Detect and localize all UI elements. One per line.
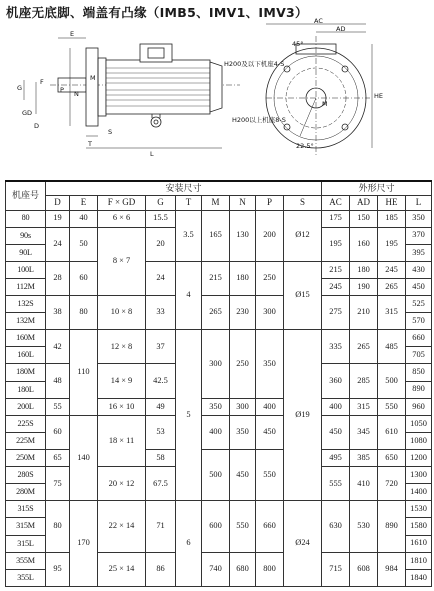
cell-G: 42.5 (146, 364, 176, 398)
cell-T: 4 (176, 261, 202, 329)
dim-F: F (40, 78, 44, 86)
cell-L: 395 (406, 244, 432, 261)
cell-AD: 410 (350, 467, 378, 501)
cell-AC: 195 (322, 227, 350, 261)
cell-P: 350 (256, 330, 284, 398)
cell-FGD: 8 × 7 (98, 227, 146, 295)
cell-G: 15.5 (146, 210, 176, 227)
side-view (24, 38, 240, 148)
cell-P: 400 (256, 398, 284, 415)
cell-model: 160L (6, 347, 46, 364)
cell-AC: 360 (322, 364, 350, 398)
cell-P: 250 (256, 261, 284, 295)
cell-L: 850 (406, 364, 432, 381)
cell-M: 400 (202, 415, 230, 449)
cell-D: 48 (46, 364, 70, 398)
cell-D: 80 (46, 501, 70, 552)
cell-HE: 610 (378, 415, 406, 449)
cell-model: 80 (6, 210, 46, 227)
cell-AC: 335 (322, 330, 350, 364)
cell-D: 75 (46, 467, 70, 501)
dimensions-table-wrap (5, 180, 431, 587)
col-E: E (70, 195, 98, 210)
cell-AD: 530 (350, 501, 378, 552)
cell-L: 705 (406, 347, 432, 364)
col-G: G (146, 195, 176, 210)
cell-N: 450 (230, 450, 256, 501)
cell-L: 890 (406, 381, 432, 398)
cell-D: 60 (46, 415, 70, 449)
page-title: 机座无底脚、端盖有凸缘（IMB5、IMV1、IMV3） (6, 5, 308, 20)
cell-E: 110 (70, 330, 98, 416)
cell-HE: 720 (378, 467, 406, 501)
cell-HE: 890 (378, 501, 406, 552)
cell-E: 50 (70, 227, 98, 261)
cell-model: 200L (6, 398, 46, 415)
cell-AC: 400 (322, 398, 350, 415)
cell-AC: 450 (322, 415, 350, 449)
cell-M: 300 (202, 330, 230, 398)
dim-AD: AD (336, 25, 346, 33)
cell-model: 90L (6, 244, 46, 261)
cell-HE: 265 (378, 278, 406, 295)
cell-L: 525 (406, 296, 432, 313)
cell-model: 180L (6, 381, 46, 398)
dim-M: M (90, 74, 96, 82)
cell-AD: 210 (350, 296, 378, 330)
cell-D: 55 (46, 398, 70, 415)
cell-D: 95 (46, 552, 70, 586)
cell-N: 350 (230, 415, 256, 449)
cell-N: 550 (230, 501, 256, 552)
cell-N: 680 (230, 552, 256, 586)
cell-D: 65 (46, 450, 70, 467)
cell-AD: 265 (350, 330, 378, 364)
cell-M: 740 (202, 552, 230, 586)
angle-22-5: 22.5° (296, 142, 314, 150)
cell-model: 250M (6, 450, 46, 467)
dim-N: N (74, 90, 79, 98)
cell-M: 165 (202, 210, 230, 261)
cell-L: 430 (406, 261, 432, 278)
cell-L: 1080 (406, 432, 432, 449)
col-N: N (230, 195, 256, 210)
cell-L: 1300 (406, 467, 432, 484)
dim-L: L (150, 150, 154, 158)
cell-AC: 275 (322, 296, 350, 330)
cell-AD: 315 (350, 398, 378, 415)
cell-L: 450 (406, 278, 432, 295)
dim-GD: GD (22, 109, 33, 117)
cell-AD: 150 (350, 210, 378, 227)
cell-model: 315S (6, 501, 46, 518)
dimensions-table (5, 180, 432, 587)
header-model: 机座号 (6, 181, 46, 210)
cell-N: 250 (230, 330, 256, 398)
cell-AC: 715 (322, 552, 350, 586)
cell-L: 1530 (406, 501, 432, 518)
cell-model: 100L (6, 261, 46, 278)
cell-HE: 550 (378, 398, 406, 415)
cell-model: 132M (6, 313, 46, 330)
cell-L: 1610 (406, 535, 432, 552)
cell-E: 170 (70, 501, 98, 587)
cell-model: 180M (6, 364, 46, 381)
cell-AD: 160 (350, 227, 378, 261)
cell-HE: 315 (378, 296, 406, 330)
cell-FGD: 12 × 8 (98, 330, 146, 364)
cell-L: 1400 (406, 484, 432, 501)
cell-S: Ø19 (284, 330, 322, 501)
cell-FGD: 25 × 14 (98, 552, 146, 586)
cell-L: 1840 (406, 569, 432, 586)
col-M: M (202, 195, 230, 210)
cell-AD: 385 (350, 450, 378, 467)
cell-AD: 180 (350, 261, 378, 278)
cell-D: 28 (46, 261, 70, 295)
cell-AD: 608 (350, 552, 378, 586)
col-AD: AD (350, 195, 378, 210)
header-outline-group: 外形尺寸 (322, 181, 432, 195)
cell-HE: 984 (378, 552, 406, 586)
dim-S: S (108, 128, 113, 136)
cell-D: 19 (46, 210, 70, 227)
cell-FGD: 20 × 12 (98, 467, 146, 501)
cell-M: 350 (202, 398, 230, 415)
angle-45: 45° (292, 40, 304, 48)
cell-P: 550 (256, 450, 284, 501)
cell-D: 38 (46, 296, 70, 330)
cell-T: 3.5 (176, 210, 202, 261)
dim-P: P (60, 86, 64, 94)
cell-HE: 650 (378, 450, 406, 467)
cell-L: 960 (406, 398, 432, 415)
col-AC: AC (322, 195, 350, 210)
cell-AC: 630 (322, 501, 350, 552)
cell-E: 60 (70, 261, 98, 295)
cell-G: 20 (146, 227, 176, 261)
cell-HE: 195 (378, 227, 406, 261)
cell-FGD: 18 × 11 (98, 415, 146, 466)
cell-T: 6 (176, 501, 202, 587)
cell-L: 350 (406, 210, 432, 227)
cell-G: 33 (146, 296, 176, 330)
col-T: T (176, 195, 202, 210)
cell-AD: 190 (350, 278, 378, 295)
motor-outline-drawing (0, 18, 434, 170)
dim-D: D (34, 122, 40, 130)
cell-N: 180 (230, 261, 256, 295)
cell-L: 1200 (406, 450, 432, 467)
cell-FGD: 14 × 9 (98, 364, 146, 398)
cell-HE: 185 (378, 210, 406, 227)
cell-L: 1580 (406, 518, 432, 535)
cell-FGD: 22 × 14 (98, 501, 146, 552)
cell-model: 280S (6, 467, 46, 484)
cell-E: 40 (70, 210, 98, 227)
col-S: S (284, 195, 322, 210)
col-D: D (46, 195, 70, 210)
col-FGD: F × GD (98, 195, 146, 210)
cell-D: 24 (46, 227, 70, 261)
cell-M: 500 (202, 450, 230, 501)
cell-G: 58 (146, 450, 176, 467)
cell-G: 49 (146, 398, 176, 415)
cell-S: Ø24 (284, 501, 322, 587)
cell-G: 24 (146, 261, 176, 295)
dim-G: G (17, 84, 23, 92)
cell-S: Ø12 (284, 210, 322, 261)
cell-model: 112M (6, 278, 46, 295)
cell-L: 1810 (406, 552, 432, 569)
dim-AC: AC (314, 18, 323, 25)
end-view (266, 24, 372, 156)
note-large-frame: H200以上机座8-S (232, 116, 286, 124)
cell-L: 370 (406, 227, 432, 244)
end-view-labels (224, 18, 383, 150)
cell-S: Ø15 (284, 261, 322, 329)
cell-model: 315L (6, 535, 46, 552)
cell-model: 355M (6, 552, 46, 569)
cell-L: 1050 (406, 415, 432, 432)
cell-M: 265 (202, 296, 230, 330)
cell-model: 160M (6, 330, 46, 347)
cell-G: 86 (146, 552, 176, 586)
cell-AD: 285 (350, 364, 378, 398)
col-P: P (256, 195, 284, 210)
col-L: L (406, 195, 432, 210)
cell-E: 140 (70, 415, 98, 501)
cell-FGD: 16 × 10 (98, 398, 146, 415)
dim-E: E (70, 30, 75, 38)
note-small-frame: H200及以下机座4-S (224, 60, 285, 68)
cell-HE: 245 (378, 261, 406, 278)
cell-AC: 245 (322, 278, 350, 295)
cell-model: 132S (6, 296, 46, 313)
cell-N: 230 (230, 296, 256, 330)
cell-P: 450 (256, 415, 284, 449)
cell-M: 600 (202, 501, 230, 552)
cell-model: 225S (6, 415, 46, 432)
cell-P: 300 (256, 296, 284, 330)
cell-D: 42 (46, 330, 70, 364)
cell-AC: 215 (322, 261, 350, 278)
cell-HE: 500 (378, 364, 406, 398)
cell-G: 37 (146, 330, 176, 364)
cell-L: 660 (406, 330, 432, 347)
cell-P: 200 (256, 210, 284, 261)
cell-HE: 485 (378, 330, 406, 364)
cell-model: 225M (6, 432, 46, 449)
col-HE: HE (378, 195, 406, 210)
cell-E: 80 (70, 296, 98, 330)
cell-model: 90s (6, 227, 46, 244)
cell-P: 800 (256, 552, 284, 586)
cell-G: 53 (146, 415, 176, 449)
cell-T: 5 (176, 330, 202, 501)
cell-M: 215 (202, 261, 230, 295)
cell-AC: 175 (322, 210, 350, 227)
cell-AC: 495 (322, 450, 350, 467)
cell-model: 280M (6, 484, 46, 501)
cell-P: 660 (256, 501, 284, 552)
dim-T: T (88, 140, 92, 148)
cell-G: 67.5 (146, 467, 176, 501)
cell-AC: 555 (322, 467, 350, 501)
cell-L: 570 (406, 313, 432, 330)
dim-M-end: M (322, 100, 328, 108)
cell-model: 355L (6, 569, 46, 586)
cell-N: 300 (230, 398, 256, 415)
cell-AD: 345 (350, 415, 378, 449)
header-install-group: 安装尺寸 (46, 181, 322, 195)
cell-model: 315M (6, 518, 46, 535)
cell-FGD: 10 × 8 (98, 296, 146, 330)
dim-HE: HE (374, 92, 383, 100)
cell-G: 71 (146, 501, 176, 552)
cell-FGD: 6 × 6 (98, 210, 146, 227)
cell-N: 130 (230, 210, 256, 261)
